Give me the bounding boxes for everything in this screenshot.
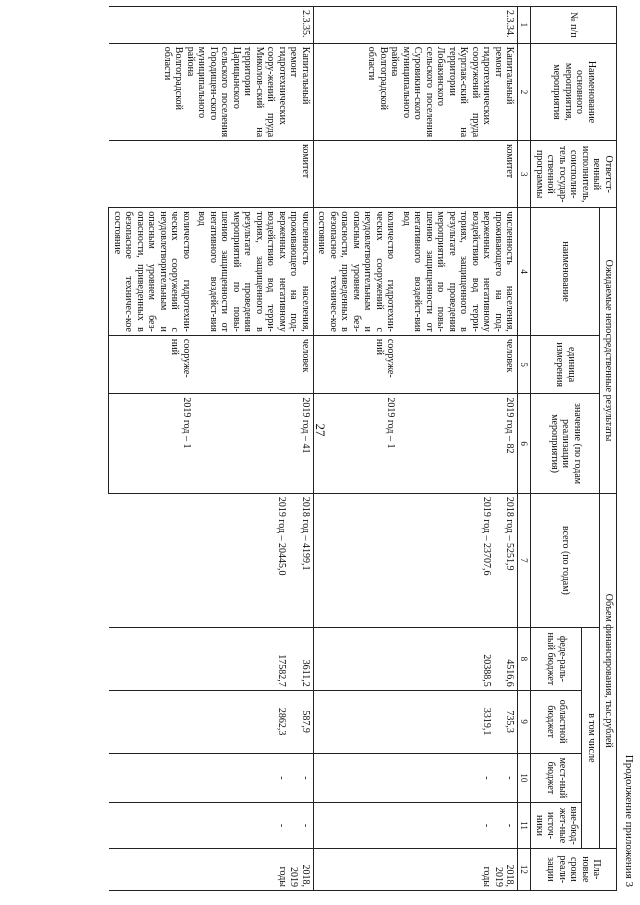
header-period: Пла-новые сроки реали-зации [531,848,617,890]
result-name: количество гидротехни-ческих сооружений с неудовлетворительным и опасным уровнем без-опасности, приведенных в безопасное техничес-кое состояние [109,208,194,336]
local-budget [313,753,518,803]
executor: комитет [313,141,518,208]
header-num: № п/п [531,7,617,44]
extrabudgetary-2018: - [299,823,311,828]
column-number: 1 [518,7,531,44]
column-number: 9 [518,690,531,753]
finance-total-2019: 2019 год – 20445,0 [276,496,288,576]
result-name: численность населения, проживающего на под-верженных негативному воздействию вод терри-ториях, защищенного в результате проведения мероприятий по повы-шению защищенности от негативного воздейст-вия вод [398,208,518,336]
result-value: 2019 год – 41 [194,394,314,494]
federal-budget [109,628,314,691]
federal-2018: 3611,2 [299,659,311,687]
federal-2018: 4516,6 [504,659,516,687]
regional-budget [109,690,314,753]
column-number-row [518,7,531,891]
row-number: 2.3.35. [109,7,314,44]
header-finance-total: всего (по годам) [531,493,600,627]
regional-2019: 3319,1 [480,707,492,736]
appendix-continuation-note: Продолжение приложения 3 [623,754,635,887]
table-row [398,7,518,891]
finance-total-2019: 2019 год – 23707,6 [480,496,492,576]
header-local-budget: мест-ный бюджет [531,753,582,803]
measure-name: Капитальный ремонт гидротехнических соору-жений пруда Миколов-ский на территории Царицынского сельского поселения Городищен-ского муниципального района Волгоградской области [109,43,314,140]
column-number: 4 [518,208,531,336]
regional-2018: 735,3 [504,710,516,733]
finance-total [109,493,314,627]
result-value: 2019 год – 1 [109,394,194,494]
header-finance-including: в том числе [582,628,600,849]
result-unit: сооруже-ний [109,335,194,393]
extrabudgetary-2019: - [276,823,288,828]
header-result-name: наименование [531,208,600,336]
header-row-1 [600,7,617,891]
rotated-page [47,6,637,891]
result-value: 2019 год – 82 [398,394,518,494]
header-finance-group: Объем финансирования, тыс.рублей [600,493,617,848]
result-value: 2019 год – 1 [313,394,398,494]
column-number: 5 [518,335,531,393]
column-number: 10 [518,753,531,803]
executor: комитет [109,141,314,208]
measure-name: Капитальный ремонт гидротехнических сооружений пруда Курглак-ский на территории Лобакинского сельского поселения Суровикин-ского муниципального района Волгоградской области [313,43,518,140]
extrabudgetary [313,803,518,848]
result-name: количество гидротехни-ческих сооружений с неудовлетворительным и опасным уровнем без-опасности, приведенных в безопасное техничес-кое состояние [313,208,398,336]
local-budget [109,753,314,803]
extrabudgetary-2018: - [504,823,516,828]
local-2018: - [299,776,311,780]
result-unit: человек [398,335,518,393]
implementation-period: 2018, 2019 годы [313,848,518,890]
extrabudgetary [109,803,314,848]
column-number: 12 [518,848,531,890]
finance-total [313,493,518,627]
local-2018: - [504,776,516,780]
result-name: численность населения, проживающего на под-верженных негативному воздействию вод терри-ториях, защищенного в результате проведения мероприятий по повы-шению защищенности от негативного воздейст-вия вод [194,208,314,336]
header-extrabudgetary: вне-бюд-жет-ные источ-ники [531,803,582,848]
page-number: 27 [313,423,328,437]
regional-budget [313,690,518,753]
column-number: 6 [518,394,531,494]
column-number: 3 [518,141,531,208]
local-2019: - [276,776,288,780]
result-unit: сооруже-ний [313,335,398,393]
header-federal-budget: феде-раль-ный бюджет [531,628,582,691]
federal-budget [313,628,518,691]
result-unit: человек [194,335,314,393]
column-number: 8 [518,628,531,691]
header-regional-budget: областной бюджет [531,690,582,753]
federal-2019: 20388,5 [480,654,492,687]
table-row [194,7,314,891]
implementation-period: 2018, 2019 годы [109,848,314,890]
regional-2019: 2862,3 [276,707,288,736]
extrabudgetary-2019: - [480,823,492,828]
finance-total-2018: 2018 год – 5251,9 [504,496,516,571]
header-name: Наименование основного мероприятия, мероприятия [531,43,617,140]
federal-2019: 17582,7 [276,654,288,687]
header-result-unit: единица измерения [531,335,600,393]
finance-total-2018: 2018 год – 4199,1 [299,496,311,571]
column-number: 11 [518,803,531,848]
header-result-value: значение (по годам реализации мероприятия) [531,394,600,494]
column-number: 2 [518,43,531,140]
regional-2018: 587,9 [299,710,311,733]
program-measures-table [108,6,617,891]
header-executor: Ответст-венный исполнитель, соисполни-тель государ-ственной программы [531,141,617,208]
header-results-group: Ожидаемые непосредственные результаты [600,208,617,494]
local-2019: - [480,776,492,780]
row-number: 2.3.34. [313,7,518,44]
column-number: 7 [518,493,531,627]
